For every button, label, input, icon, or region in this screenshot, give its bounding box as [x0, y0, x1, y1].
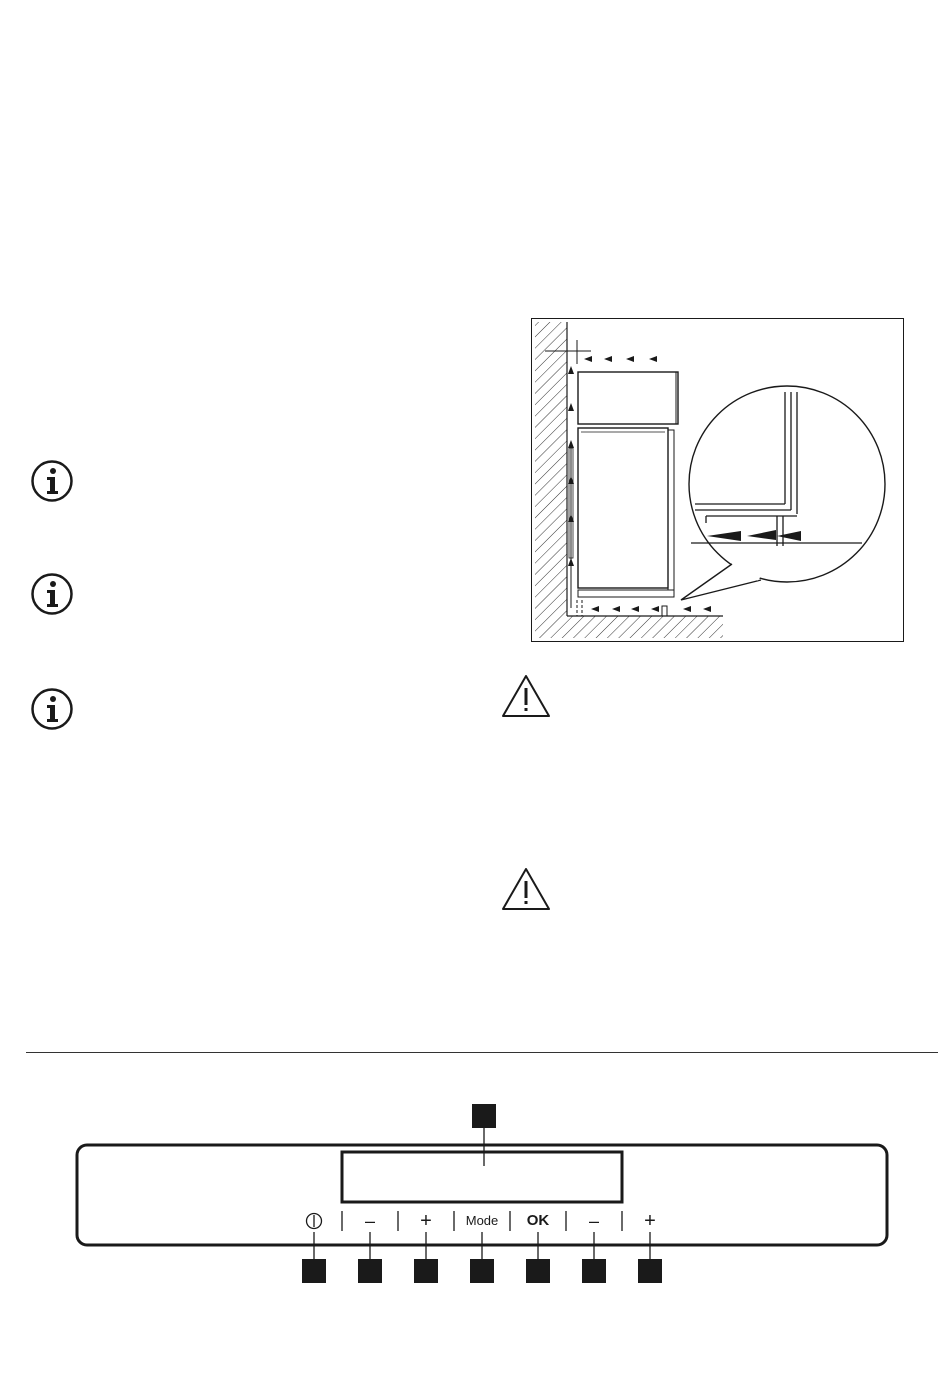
callout-marker-display	[472, 1104, 496, 1128]
detail-magnifier	[689, 386, 885, 582]
callout-marker	[638, 1259, 662, 1283]
warning-triangle-icon	[500, 673, 552, 719]
section-divider	[26, 1052, 938, 1053]
callout-marker	[582, 1259, 606, 1283]
mode-button[interactable]: Mode	[465, 1213, 499, 1228]
warning-triangle-icon	[500, 866, 552, 912]
callout-marker	[470, 1259, 494, 1283]
info-icon	[30, 572, 74, 616]
power-button[interactable]	[302, 1209, 326, 1233]
minus-button-2[interactable]: –	[588, 1211, 599, 1231]
callout-marker	[302, 1259, 326, 1283]
info-icon	[30, 687, 74, 731]
control-panel	[0, 1090, 950, 1290]
info-icon	[30, 459, 74, 503]
display-window	[342, 1152, 622, 1202]
wall-hatch	[535, 322, 567, 638]
ok-button[interactable]: OK	[526, 1212, 550, 1229]
floor-hatch	[567, 616, 723, 638]
ventilation-diagram	[531, 318, 904, 642]
callout-marker	[414, 1259, 438, 1283]
callout-marker	[526, 1259, 550, 1283]
callout-marker	[358, 1259, 382, 1283]
plus-button-2[interactable]: +	[644, 1210, 656, 1232]
plus-button-1[interactable]: +	[420, 1210, 432, 1232]
minus-button-1[interactable]: –	[364, 1211, 375, 1231]
